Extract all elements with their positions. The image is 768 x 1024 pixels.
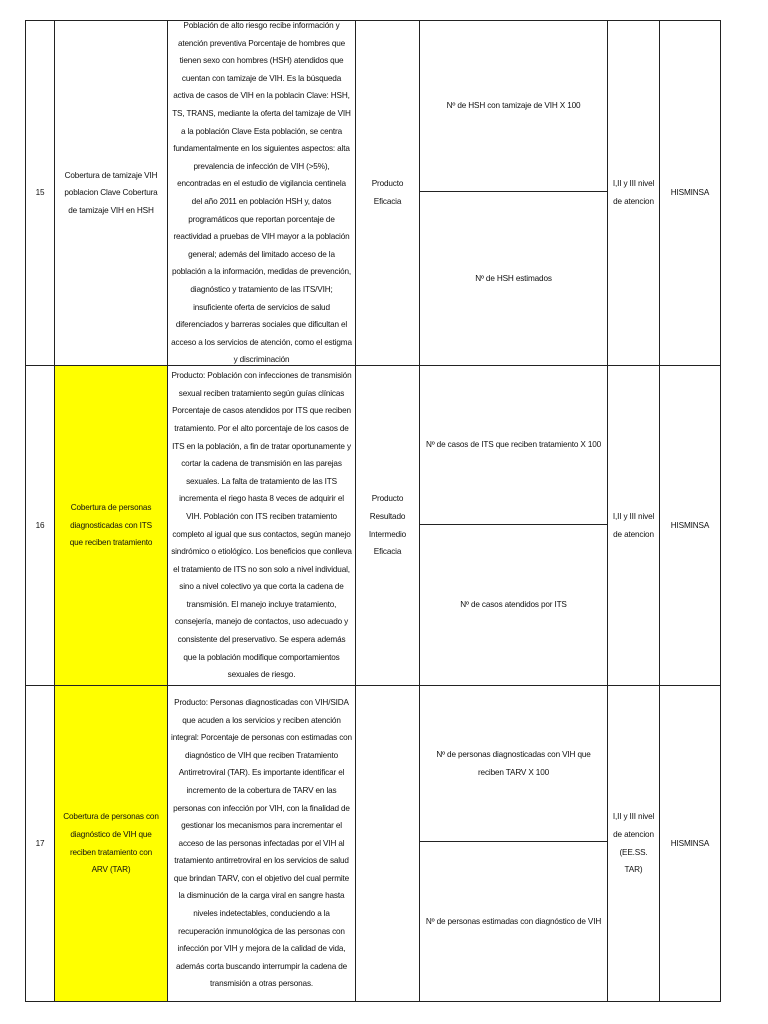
data-source: HISMINSA bbox=[670, 520, 710, 530]
indicator-name: Cobertura de personas diagnosticadas con ITS que reciben tratamiento bbox=[55, 366, 167, 685]
indicator-description: Población de alto riesgo recibe información y atención preventiva Porcentaje de hombres que tienen sexo con hombres (HSH) atendidos que cuentan con tamizaje de VIH. Es la búsqueda activa de casos de VIH en la poblacin Clave: HSH, TS, TRANS, mediante la oferta del tamizaje de VIH a la población Clave Esta población, se centra fundamentalmente en los siguientes aspectos: alta prevalencia de infección de VIH (>5%), encontradas en el estudio de vigilancia centinela del año 2011 en población HSH y, datos programáticos que reportan porcentaje de reactividad a pruebas de VIH mayor a la población general; además del limitado acceso de la población a la información, medidas de prevención, diagnóstico y tratamiento de las ITS/VIH; insuficiente oferta de servicios de salud diferenciados y barreras sociales que dificultan el acceso a los servicios de atención, como el estigma y discriminación bbox=[171, 21, 352, 365]
numerator: Nº de casos de ITS que reciben tratamiento X 100 bbox=[425, 440, 602, 450]
care-level: I,II y III nivel de atencion bbox=[612, 511, 655, 539]
denominator: Nº de HSH estimados bbox=[475, 273, 552, 283]
indicator-description: Producto: Población con infecciones de transmisión sexual reciben tratamiento según guías clínicas Porcentaje de casos atendidos por ITS que reciben tratamiento. Por el alto porcentaje de los casos de ITS en la población, a fin de tratar oportunamente y cortar la cadena de transmisión en las parejas sexuales. La falta de tratamiento de las ITS incrementa el riego hasta 8 veces de adquirir el VIH. Población con ITS reciben tratamiento completo al igual que sus contactos, según manejo sindrómico o etiológico. Los beneficios que conlleva el tratamiento de ITS no son solo a nivel individual, sino a nivel colectivo ya que corta la cadena de transmisión. El manejo incluye tratamiento, consejería, manejo de contactos, uso adecuado y consistente del preservativo. Se espera además que la población modifique comportamientos sexuales de riesgo. bbox=[171, 371, 352, 680]
data-source: HISMINSA bbox=[670, 838, 710, 848]
row-number: 15 bbox=[35, 188, 45, 198]
numerator: Nº de HSH con tamizaje de VIH X 100 bbox=[446, 101, 581, 111]
indicator-table bbox=[25, 20, 721, 1002]
data-source: HISMINSA bbox=[670, 188, 710, 198]
indicator-type: Producto Resultado Intermedio Eficacia bbox=[368, 494, 407, 557]
indicator-type bbox=[356, 686, 419, 1001]
denominator: Nº de casos atendidos por ITS bbox=[460, 600, 567, 610]
care-level: I,II y III nivel de atencion (EE.SS. TAR) bbox=[612, 812, 655, 875]
grid-line bbox=[720, 20, 721, 1002]
care-level: I,II y III nivel de atencion bbox=[612, 179, 655, 206]
indicator-type: Producto Eficacia bbox=[371, 179, 404, 206]
indicator-name: Cobertura de tamizaje VIH poblacion Clave Cobertura de tamizaje VIH en HSH bbox=[64, 170, 158, 215]
indicator-name: Cobertura de personas con diagnóstico de VIH que reciben tratamiento con ARV (TAR) bbox=[55, 686, 167, 1001]
denominator: Nº de personas estimadas con diagnóstico de VIH bbox=[425, 916, 602, 926]
row-number: 16 bbox=[35, 520, 45, 530]
grid-line bbox=[25, 1001, 721, 1002]
indicator-description: Producto: Personas diagnosticadas con VIH/SIDA que acuden a los servicios y reciben atención integral: Porcentaje de personas con estimadas con diagnóstico de VIH que reciben Tratamiento Antirretroviral (TAR). Es importante identificar el incremento de la cobertura de TARV en las personas con infección por VIH, con la finalidad de gestionar los mecanismos para incrementar el acceso de las personas infectadas por el VIH al tratamiento antirretroviral en los servicios de salud que brindan TARV, con el objetivo del cual permite la disminución de la carga viral en sangre hasta niveles indetectables, conduciendo a la recuperación inmunológica de las personas con infección por VIH y mejora de la calidad de vida, además corta buscando interrumpir la cadena de transmisión a otras personas. bbox=[171, 697, 352, 989]
numerator: Nº de personas diagnosticadas con VIH que reciben TARV X 100 bbox=[436, 749, 591, 777]
row-number: 17 bbox=[35, 838, 45, 848]
